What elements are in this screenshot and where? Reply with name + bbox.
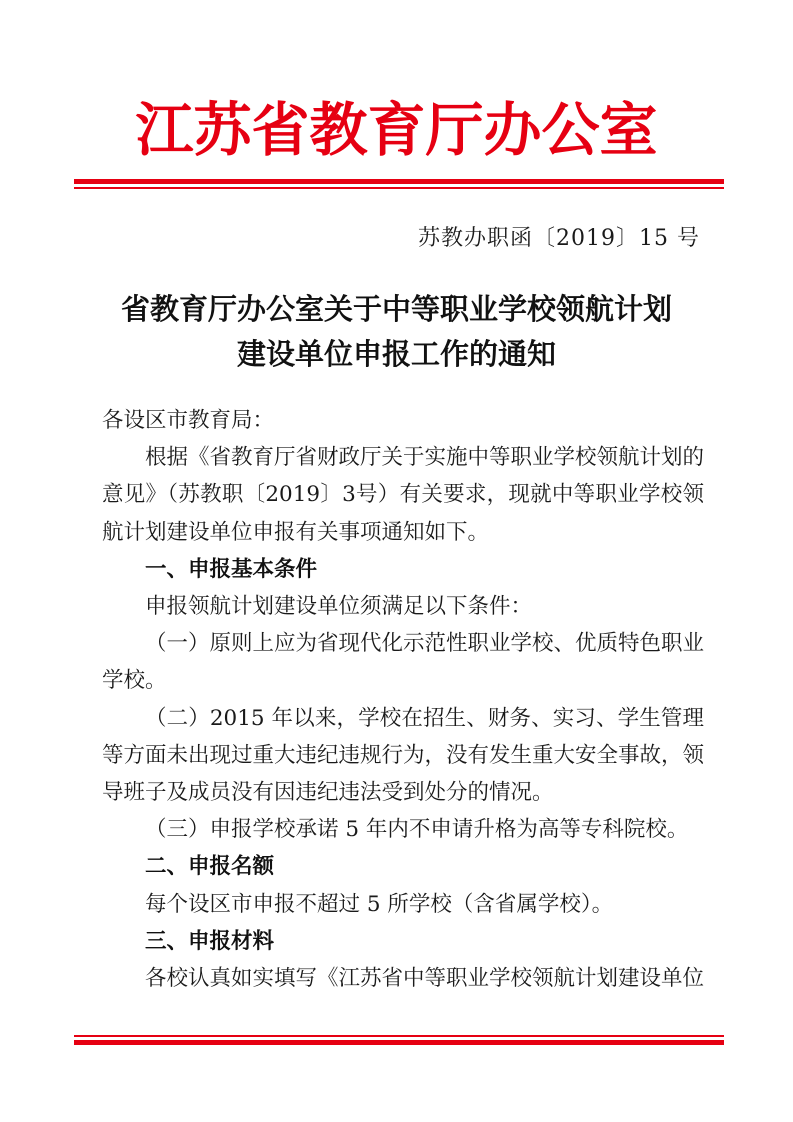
letterhead-agency-name: 江苏省教育厅办公室 — [135, 96, 658, 164]
section-heading-2: 二、申报名额 — [145, 854, 275, 880]
body-paragraph-conditions-lead: 申报领航计划建设单位须满足以下条件： — [145, 594, 533, 620]
footer-divider-thick-line — [74, 1040, 724, 1045]
document-title-line-2: 建设单位申报工作的通知 — [236, 337, 556, 371]
section-heading-1: 一、申报基本条件 — [145, 556, 318, 582]
header-divider — [74, 179, 724, 189]
document-reference-number: 苏教办职函〔2019〕15 号 — [418, 226, 700, 251]
body-paragraph-materials: 各校认真如实填写《江苏省中等职业学校领航计划建设单位 — [145, 966, 705, 992]
body-paragraph-condition-3: （三）申报学校承诺 5 年内不申请升格为高等专科院校。 — [145, 817, 689, 843]
document-title — [96, 287, 697, 377]
body-paragraph-condition-2: （二）2015 年以来，学校在招生、财务、实习、学生管理等方面未出现过重大违纪违规行为，没有发生重大安全事故，领导班子及成员没有因违纪违法受到处分的情况。 — [102, 705, 705, 806]
salutation: 各设区市教育局： — [102, 408, 275, 433]
body-paragraph-intro: 根据《省教育厅省财政厅关于实施中等职业学校领航计划的意见》（苏教职〔2019〕3号）有关要求，现就中等职业学校领航计划建设单位申报有关事项通知如下。 — [102, 445, 705, 545]
body-paragraph-condition-1: （一）原则上应为省现代化示范性职业学校、优质特色职业学校。 — [102, 631, 705, 694]
footer-divider — [74, 1035, 724, 1045]
header-divider-thin-line — [74, 187, 724, 189]
section-heading-3: 三、申报材料 — [145, 928, 275, 954]
document-body — [102, 402, 704, 997]
document-title-line-1: 省教育厅办公室关于中等职业学校领航计划 — [120, 292, 672, 326]
body-paragraph-quota: 每个设区市申报不超过 5 所学校（含省属学校）。 — [145, 891, 614, 917]
